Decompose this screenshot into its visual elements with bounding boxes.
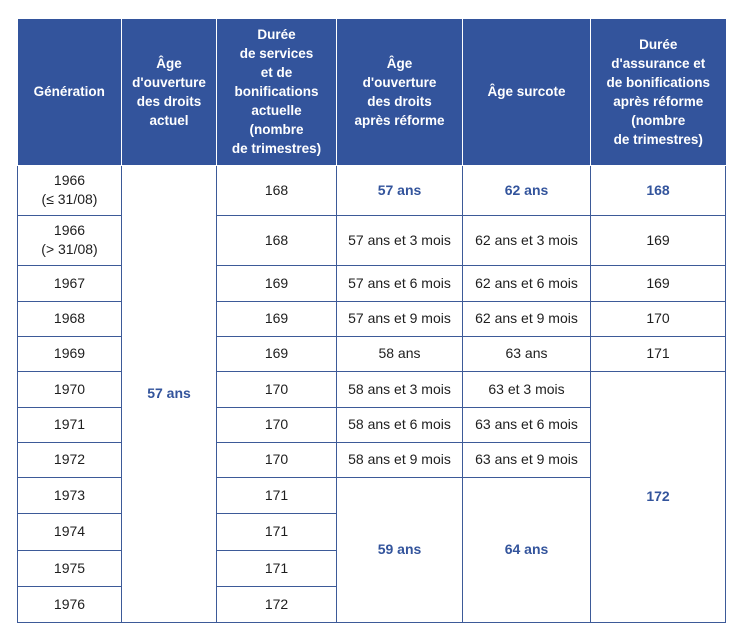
cell-age-apres: 59 ans xyxy=(337,477,463,622)
cell-generation: 1973 xyxy=(18,477,122,513)
cell-generation: 1969 xyxy=(18,336,122,371)
header-generation: Génération xyxy=(18,19,122,165)
cell-duree-actuelle: 169 xyxy=(217,336,337,371)
cell-duree-actuelle: 170 xyxy=(217,371,337,407)
cell-duree-actuelle: 171 xyxy=(217,477,337,513)
cell-age-apres: 57 ans et 6 mois xyxy=(337,265,463,301)
cell-duree-actuelle: 172 xyxy=(217,586,337,622)
cell-age-apres: 57 ans et 9 mois xyxy=(337,301,463,336)
cell-age-surcote: 63 et 3 mois xyxy=(463,371,591,407)
cell-duree-actuelle: 171 xyxy=(217,550,337,586)
cell-age-apres: 58 ans xyxy=(337,336,463,371)
cell-age-surcote: 63 ans et 6 mois xyxy=(463,407,591,442)
cell-duree-actuelle: 171 xyxy=(217,513,337,550)
header-duree-apres: Durée d'assurance et de bonifications après réforme (nombre de trimestres) xyxy=(591,19,726,165)
cell-age-apres: 57 ans xyxy=(337,165,463,215)
reform-table xyxy=(17,19,726,623)
cell-age-apres: 58 ans et 3 mois xyxy=(337,371,463,407)
cell-generation: 1970 xyxy=(18,371,122,407)
cell-age-surcote: 62 ans et 3 mois xyxy=(463,215,591,265)
cell-duree-apres: 169 xyxy=(591,215,726,265)
cell-duree-apres: 170 xyxy=(591,301,726,336)
cell-age-surcote: 62 ans et 6 mois xyxy=(463,265,591,301)
cell-age-apres: 58 ans et 6 mois xyxy=(337,407,463,442)
cell-age-surcote: 62 ans et 9 mois xyxy=(463,301,591,336)
cell-duree-actuelle: 170 xyxy=(217,442,337,477)
cell-generation: 1967 xyxy=(18,265,122,301)
cell-age-actuel: 57 ans xyxy=(122,165,217,622)
header-age-actuel: Âge d'ouverture des droits actuel xyxy=(122,19,217,165)
cell-generation: 1976 xyxy=(18,586,122,622)
cell-duree-actuelle: 168 xyxy=(217,165,337,215)
cell-duree-actuelle: 168 xyxy=(217,215,337,265)
header-duree-actuelle: Durée de services et de bonifications actuelle (nombre de trimestres) xyxy=(217,19,337,165)
cell-generation: 1968 xyxy=(18,301,122,336)
cell-generation: 1974 xyxy=(18,513,122,550)
cell-duree-apres: 169 xyxy=(591,265,726,301)
table-row xyxy=(18,165,726,215)
cell-duree-apres: 172 xyxy=(591,371,726,622)
cell-duree-apres: 168 xyxy=(591,165,726,215)
cell-generation: 1975 xyxy=(18,550,122,586)
cell-age-apres: 58 ans et 9 mois xyxy=(337,442,463,477)
cell-age-apres: 57 ans et 3 mois xyxy=(337,215,463,265)
header-age-apres: Âge d'ouverture des droits après réforme xyxy=(337,19,463,165)
cell-generation: 1966 (≤ 31/08) xyxy=(18,165,122,215)
cell-generation: 1972 xyxy=(18,442,122,477)
header-age-surcote: Âge surcote xyxy=(463,19,591,165)
cell-duree-apres: 171 xyxy=(591,336,726,371)
cell-duree-actuelle: 169 xyxy=(217,265,337,301)
cell-generation: 1971 xyxy=(18,407,122,442)
cell-age-surcote: 63 ans xyxy=(463,336,591,371)
table-container xyxy=(17,19,726,623)
cell-duree-actuelle: 170 xyxy=(217,407,337,442)
cell-age-surcote: 64 ans xyxy=(463,477,591,622)
cell-age-surcote: 62 ans xyxy=(463,165,591,215)
header-row xyxy=(18,19,726,165)
cell-generation: 1966 (> 31/08) xyxy=(18,215,122,265)
cell-age-surcote: 63 ans et 9 mois xyxy=(463,442,591,477)
cell-duree-actuelle: 169 xyxy=(217,301,337,336)
